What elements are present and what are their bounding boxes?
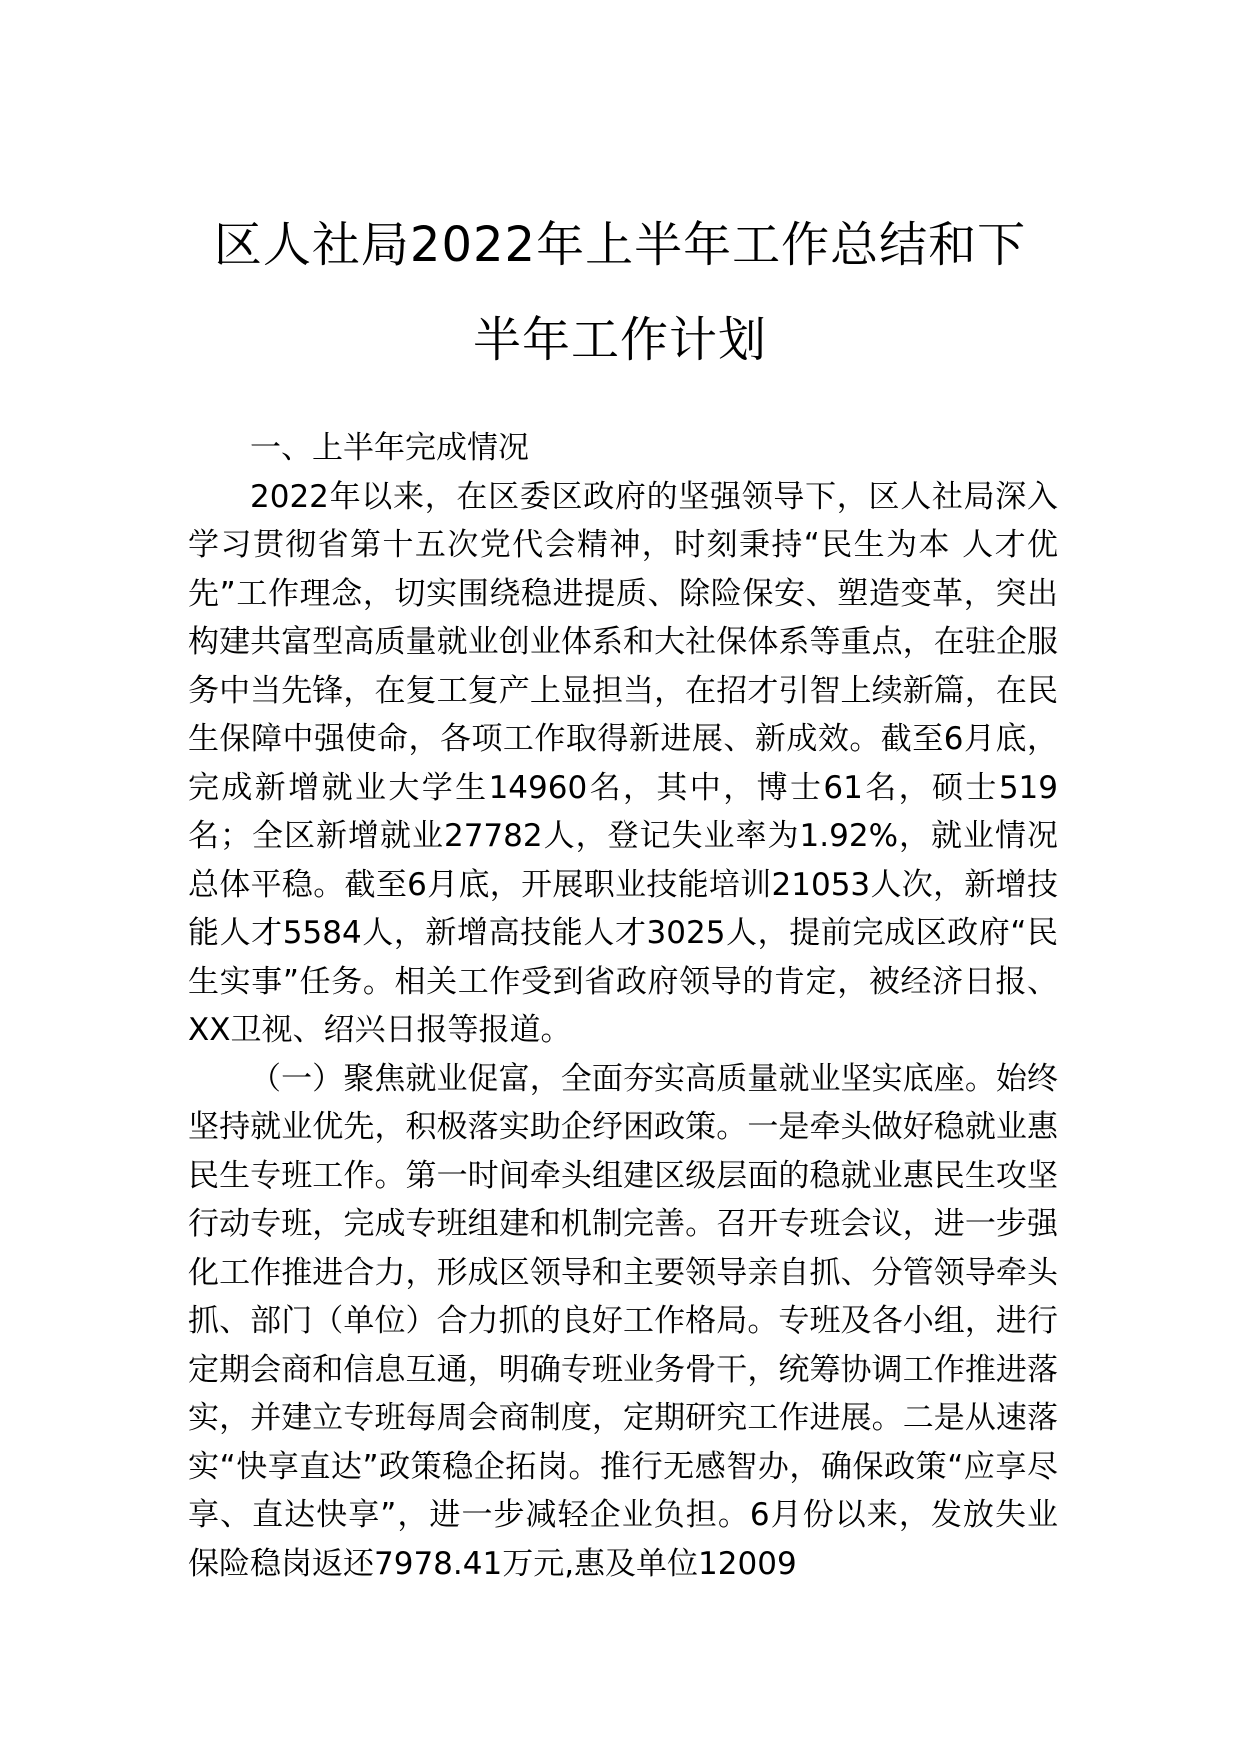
section-heading: 一、上半年完成情况 bbox=[250, 430, 529, 466]
body-paragraph-2: （一）聚焦就业促富，全面夯实高质量就业坚实底座。始终坚持就业优先，积极落实助企纾困政策。一是牵头做好稳就业惠民生专班工作。第一时间牵头组建区级层面的稳就业惠民生攻坚行动专班，完成专班组建和机制完善。召开专班会议，进一步强化工作推进合力，形成区领导和主要领导亲自抓、分管领导牵头抓、部门（单位）合力抓的良好工作格局。专班及各小组，进行定期会商和信息互通，明确专班业务骨干，统筹协调工作推进落实，并建立专班每周会商制度，定期研究工作进展。二是从速落实“快享直达”政策稳企拓岗。推行无感智办，确保政策“应享尽享、直达快享”，进一步减轻企业负担。6月份以来，发放失业保险稳岗返还7978.41万元,惠及单位12009 bbox=[188, 1060, 1058, 1582]
document-title-line-1: 区人社局2022年上半年工作总结和下 bbox=[213, 217, 1027, 273]
body-paragraph-1: 2022年以来，在区委区政府的坚强领导下，区人社局深入学习贯彻省第十五次党代会精神，时刻秉持“民生为本 人才优先”工作理念，切实围绕稳进提质、除险保安、塑造变革，突出构建共富型高质量就业创业体系和大社保体系等重点，在驻企服务中当先锋，在复工复产上显担当，在招才引智上续新篇，在民生保障中强使命，各项工作取得新进展、新成效。截至6月底，完成新增就业大学生14960名，其中，博士61名，硕士519名；全区新增就业27782人，登记失业率为1.92%，就业情况总体平稳。截至6月底，开展职业技能培训21053人次，新增技能人才5584人，新增高技能人才3025人，提前完成区政府“民生实事”任务。相关工作受到省政府领导的肯定，被经济日报、XX卫视、绍兴日报等报道。 bbox=[188, 478, 1058, 1048]
document-body bbox=[188, 424, 1058, 1588]
document-title-line-2: 半年工作计划 bbox=[472, 312, 767, 368]
